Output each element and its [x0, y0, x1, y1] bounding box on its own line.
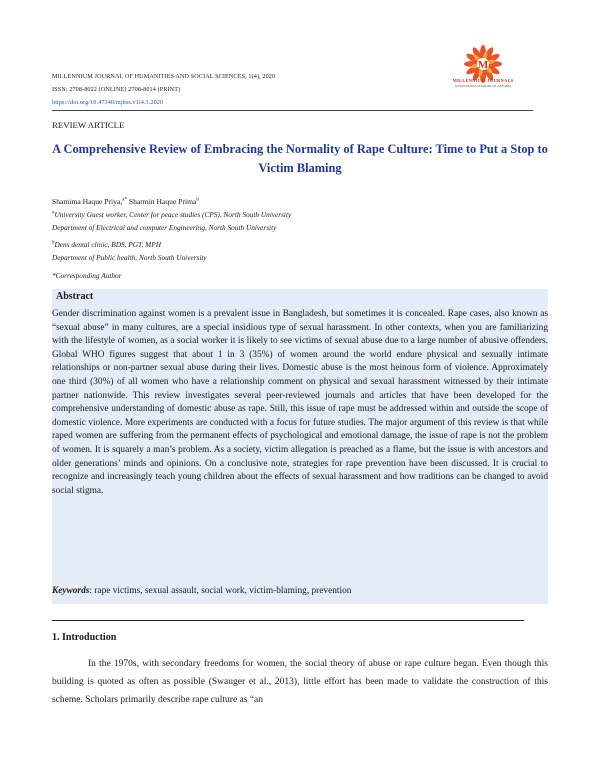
- article-title: A Comprehensive Review of Embracing the Normality of Rape Culture: Time to Put a Stop to Victim Blaming: [52, 142, 548, 175]
- header-rule: [52, 110, 533, 111]
- affiliation-b-sup: b: [52, 240, 55, 246]
- affiliation-a-text: University Guest worker, Center for peace studies (CPS), North South University: [54, 210, 292, 219]
- abstract-heading: Abstract: [56, 291, 94, 302]
- article-type: REVIEW ARTICLE: [52, 120, 125, 130]
- intro-paragraph: In the 1970s, with secondary freedoms for women, the social theory of abuse or rape culture began. Even though this building is quoted as often as possible (Swauger et al., 2013), little effort has been made to validate the construction of this scheme. Scholars primarily describe rape culture as “an: [52, 659, 548, 705]
- intro-heading: 1. Introduction: [52, 632, 117, 643]
- affiliation-a-sup: a: [52, 210, 55, 216]
- keywords-line: [52, 586, 548, 596]
- keywords-text: : rape victims, sexual assault, social work, victim-blaming, prevention: [89, 586, 352, 596]
- author-1: Shamima Haque Priya,: [52, 197, 123, 206]
- affiliation-b-dept: Department of Public health, North South University: [52, 253, 207, 262]
- logo-letter: M: [477, 59, 489, 71]
- journal-citation: MILLENNIUM JOURNAL OF HUMANITIES AND SOCIAL SCIENCES, 1(4), 2020: [52, 73, 276, 80]
- author-2: Sharmin Haque Prima: [128, 197, 197, 206]
- section-rule: [52, 620, 524, 621]
- issn-line: ISSN: 2708-8022 (ONLINE) 2708-8014 (PRINT): [52, 86, 181, 93]
- doi-link[interactable]: https://doi.org/10.47340/mjhss.v1i4.3.2020: [52, 99, 164, 106]
- affiliation-b-text: Dens dental clinic, BDS, PGT, MPH: [54, 240, 161, 249]
- author-line: [52, 197, 199, 206]
- logo-tagline: KNOWLEDGE SHARING PLATFORM: [454, 84, 512, 88]
- author-2-sup: b: [196, 197, 199, 203]
- affiliation-a-dept: Department of Electrical and computer Engineering, North South University: [52, 223, 277, 232]
- keywords-label: Keywords: [52, 586, 90, 596]
- logo-name: MILLENNIUM JOURNALS: [452, 78, 514, 83]
- affiliation-a: [52, 210, 291, 219]
- corresponding-author: *Corresponding Author: [52, 271, 122, 280]
- author-1-sup: a*: [122, 197, 127, 203]
- affiliation-b: [52, 240, 161, 249]
- abstract-text: Gender discrimination against women is a prevalent issue in Bangladesh, but sometimes it is concealed. Rape cases, also known as “sexual abuse” in many cultures, are a special insidious type of sexual harassment. In other contexts, when you are familiarizing with the lifestyle of women, as a social worker it is likely to see victims of sexual abuse due to a large number of abusive offenders. Global WHO figures suggest that about 1 in 3 (35%) of women around the world endure physical and sexually intimate relationships or non-partner sexual abuse during their lives. Domestic abuse is the most heinous form of violence. Approximately one third (30%) of all women who have a relationship comment on physical and sexual harassment witnessed by their intimate partner nationwide. This review investigates several peer-reviewed journals and articles that have been developed for the comprehensive understanding of domestic abuse as rape. Still, this issue of rape must be addressed within and outside the scope of domestic violence. More experiments are conducted with a focus for future studies. The major argument of this review is that while raped women are suffering from the permanent effects of psychological and emotional damage, the issue of rape is not the problem of women. It is squarely a man’s problem. As a society, victim allegation is preached as a flame, but the issue is with ancestors and older generations’ minds and opinions. On a conclusive note, strategies for rape prevention have been discussed. It is crucial to recognize and increasingly teach young children about the effects of sexual harassment and how traditions can be changed to avoid social stigma.: [52, 309, 548, 496]
